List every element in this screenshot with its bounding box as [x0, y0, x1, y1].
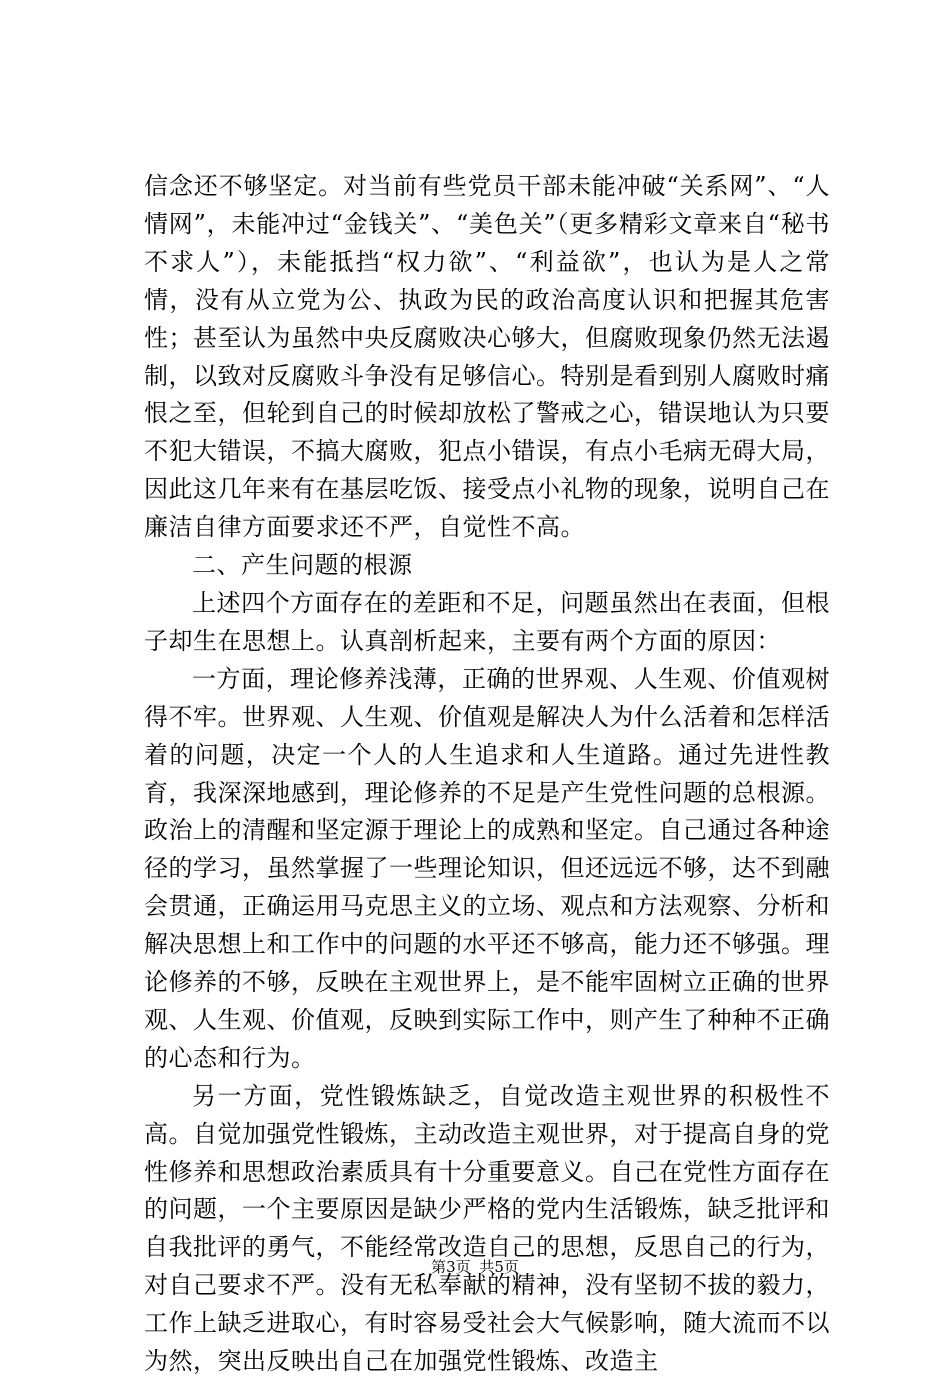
paragraph: 另一方面，党性锻炼缺乏，自觉改造主观世界的积极性不高。自觉加强党性锻炼，主动改造主观世界，对于提高自身的党性修养和思想政治素质具有十分重要意义。自己在党性方面存在的问题，一个主要原因是缺少严格的党内生活锻炼，缺乏批评和自我批评的勇气，不能经常改造自己的思想，反思自己的行为，对自己要求不严。没有无私奉献的精神，没有坚韧不拔的毅力，工作上缺乏进取心，有时容易受社会大气候影响，随大流而不以为然，突出反映出自己在加强党性锻炼、改造主 [144, 1081, 830, 1376]
page-number: 第3页 [431, 1258, 471, 1276]
page-footer [0, 1257, 950, 1277]
paragraph: 上述四个方面存在的差距和不足，问题虽然出在表面，但根子却生在思想上。认真剖析起来，主要有两个方面的原因： [144, 588, 830, 655]
page-total: 共5页 [479, 1258, 519, 1276]
paragraph-continued: 信念还不够坚定。对当前有些党员干部未能冲破“关系网”、“人情网”，未能冲过“金钱关”、“美色关”（更多精彩文章来自“秘书不求人”），未能抵挡“权力欲”、“利益欲”，也认为是人之常情，没有从立党为公、执政为民的政治高度认识和把握其危害性；甚至认为虽然中央反腐败决心够大，但腐败现象仍然无法遏制，以致对反腐败斗争没有足够信心。特别是看到别人腐败时痛恨之至，但轮到自己的时候却放松了警戒之心，错误地认为只要不犯大错误，不搞大腐败，犯点小错误，有点小毛病无碍大局，因此这几年来有在基层吃饭、接受点小礼物的现象，说明自己在廉洁自律方面要求还不严，自觉性不高。 [144, 172, 830, 542]
paragraph: 一方面，理论修养浅薄，正确的世界观、人生观、价值观树得不牢。世界观、人生观、价值观是解决人为什么活着和怎样活着的问题，决定一个人的人生追求和人生道路。通过先进性教育，我深深地感到，理论修养的不足是产生党性问题的总根源。政治上的清醒和坚定源于理论上的成熟和坚定。自己通过各种途径的学习，虽然掌握了一些理论知识，但还远远不够，达不到融会贯通，正确运用马克思主义的立场、观点和方法观察、分析和解决思想上和工作中的问题的水平还不够高，能力还不够强。理论修养的不够，反映在主观世界上，是不能牢固树立正确的世界观、人生观、价值观，反映到实际工作中，则产生了种种不正确的心态和行为。 [144, 664, 830, 1072]
document-body [144, 168, 830, 1381]
section-heading: 二、产生问题的根源 [192, 551, 413, 580]
